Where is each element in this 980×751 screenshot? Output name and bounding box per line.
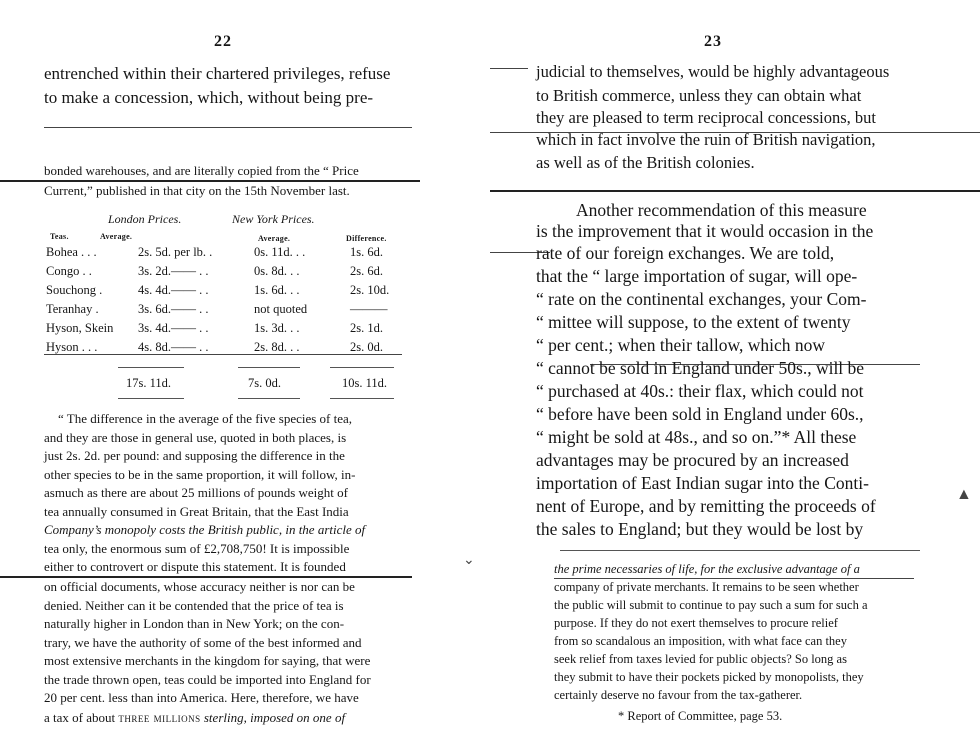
- table-row-difference: 2s. 10d.: [350, 283, 390, 297]
- table-row-newyork: 0s. 11d. . .: [254, 245, 306, 259]
- main-line: “ purchased at 40s.: their flax, which could not: [536, 381, 864, 401]
- total-newyork: 7s. 0d.: [248, 376, 281, 390]
- intro-line-1: bonded warehouses, and are literally copied from the “ Price: [44, 163, 359, 178]
- report-reference: * Report of Committee, page 53.: [618, 709, 783, 723]
- main-line: importation of East Indian sugar into the Conti-: [536, 473, 869, 493]
- table-row-london: 4s. 4d.—— . .: [138, 283, 209, 297]
- main-line: “ before have been sold in England under 60s.,: [536, 404, 864, 424]
- body-line: Company’s monopoly costs the British public, in the article of: [44, 522, 366, 537]
- total-london: 17s. 11d.: [126, 376, 172, 390]
- rule-top-stub-right: [490, 68, 528, 69]
- last-line-suffix: sterling, imposed on one of: [203, 710, 346, 725]
- last-line-caps: three millions: [118, 710, 201, 725]
- table-row-tea: Bohea . . .: [46, 245, 97, 259]
- body-line: either to controvert or dispute this statement. It is founded: [44, 559, 346, 574]
- body-line: denied. Neither can it be contended that the price of tea is: [44, 597, 344, 613]
- margin-mark-left: ⌄: [463, 553, 475, 568]
- main-line: “ rate on the continental exchanges, your Com-: [536, 289, 867, 309]
- footnote-line: certainly deserve no favour from the tax-gatherer.: [554, 688, 803, 702]
- page-number-right: 23: [704, 33, 722, 50]
- body-line: trary, we have the authority of some of the best informed and: [44, 634, 362, 650]
- table-sub-difference: Difference.: [346, 234, 387, 243]
- table-row-tea: Souchong .: [46, 283, 103, 297]
- continued-text-right-2: to British commerce, unless they can obtain what: [536, 86, 862, 105]
- continued-text-right-5: as well as of the British colonies.: [536, 153, 755, 172]
- table-row-london: 4s. 8d.—— . .: [138, 340, 209, 354]
- main-line: nent of Europe, and by remitting the proceeds of: [536, 496, 876, 516]
- body-last-line: [44, 709, 345, 727]
- intro-line-2: Current,” published in that city on the 15th November last.: [44, 183, 350, 198]
- rule-footnote-right: [560, 550, 920, 551]
- table-row-newyork: 1s. 3d. . .: [254, 321, 300, 335]
- footnote-line: from so scandalous an imposition, with what face can they: [554, 634, 847, 648]
- body-line: on official documents, whose accuracy neither is nor can be: [44, 579, 355, 594]
- table-row-difference: 2s. 0d.: [350, 340, 383, 354]
- footnote-line: the prime necessaries of life, for the exclusive advantage of a: [554, 562, 860, 576]
- main-line: “ mittee will suppose, to the extent of twenty: [536, 312, 851, 332]
- table-rule: [44, 354, 402, 355]
- table-sub-average-ny: Average.: [258, 234, 291, 243]
- bottom-rule-difference: [330, 398, 394, 399]
- table-row-newyork: not quoted: [254, 302, 308, 316]
- main-line: “ per cent.; when their tallow, which now: [536, 335, 825, 355]
- table-row-newyork: 1s. 6d. . .: [254, 283, 300, 297]
- main-line: the sales to England; but they would be lost by: [536, 519, 864, 539]
- table-row-london: 3s. 4d.—— . .: [138, 321, 209, 335]
- footnote-line: company of private merchants. It remains to be seen whether: [554, 580, 859, 594]
- main-line: rate of our foreign exchanges. We are told,: [536, 243, 835, 263]
- footnote-line: they submit to have their pockets picked by monopolists, they: [554, 670, 864, 684]
- table-row-tea: Hyson, Skein: [46, 321, 114, 335]
- body-line: 20 per cent. less than into America. Here, therefore, we have: [44, 690, 359, 705]
- table-row-newyork: 0s. 8d. . .: [254, 264, 300, 278]
- table-header-london: London Prices.: [108, 212, 182, 226]
- table-sub-teas: Teas.: [50, 232, 69, 241]
- right-page: [490, 0, 980, 751]
- main-line: “ might be sold at 48s., and so on.”* All these: [536, 427, 857, 447]
- table-row-difference: 2s. 1d.: [350, 321, 383, 335]
- total-rule-difference: [330, 367, 394, 368]
- rule-top-left: [44, 127, 412, 128]
- table-row-london: 3s. 2d.—— . .: [138, 264, 209, 278]
- body-line: most extensive merchants in the kingdom for saying, that were: [44, 653, 371, 668]
- main-line: advantages may be procured by an increased: [536, 450, 849, 470]
- total-rule-london: [118, 367, 184, 368]
- table-row-tea: Teranhay .: [46, 302, 99, 316]
- bottom-rule-newyork: [238, 398, 300, 399]
- body-line: naturally higher in London than in New York; on the con-: [44, 616, 345, 631]
- main-line: is the improvement that it would occasion in the: [536, 221, 874, 241]
- table-header-newyork: New York Prices.: [232, 212, 315, 226]
- footnote-line: purpose. If they do not exert themselves to procure relief: [554, 616, 838, 630]
- total-difference: 10s. 11d.: [342, 376, 388, 390]
- main-line: “ cannot be sold in England under 50s., will be: [536, 358, 865, 378]
- table-row-difference: 2s. 6d.: [350, 264, 383, 278]
- body-line: just 2s. 2d. per pound: and supposing the difference in the: [44, 448, 345, 463]
- left-page: [0, 0, 475, 751]
- page-number-left: 22: [214, 33, 232, 50]
- continued-text-right-3: they are pleased to term reciprocal concessions, but: [536, 108, 876, 127]
- body-line: asmuch as there are about 25 millions of pounds weight of: [44, 485, 348, 500]
- table-row-london: 2s. 5d. per lb. .: [138, 245, 213, 259]
- body-line: “ The difference in the average of the five species of tea,: [58, 411, 353, 426]
- table-row-tea: Hyson . . .: [46, 340, 98, 354]
- body-line: the trade thrown open, teas could be imported into England for: [44, 671, 371, 687]
- last-line-prefix: a tax of about: [44, 710, 116, 725]
- continued-text-left-2: to make a concession, which, without being pre-: [44, 88, 374, 107]
- body-line: other species to be in the same proportion, it will follow, in-: [44, 466, 356, 482]
- footnote-line: seek relief from taxes levied for public objects? So long as: [554, 652, 847, 666]
- table-row-london: 3s. 6d.—— . .: [138, 302, 209, 316]
- table-row-tea: Congo . .: [46, 264, 92, 278]
- continued-text-right-4: which in fact involve the ruin of British navigation,: [536, 130, 876, 149]
- margin-mark-right: ▲: [956, 486, 972, 503]
- body-line: tea only, the enormous sum of £2,708,750! It is impossible: [44, 540, 350, 556]
- body-line: and they are those in general use, quoted in both places, is: [44, 429, 347, 445]
- total-rule-newyork: [238, 367, 300, 368]
- table-row-newyork: 2s. 8d. . .: [254, 340, 300, 354]
- table-sub-average: Average.: [100, 232, 133, 241]
- rule-section-right: [490, 190, 980, 192]
- table-row-difference: ———: [350, 302, 388, 316]
- continued-text-right-1: judicial to themselves, would be highly advantageous: [536, 62, 890, 81]
- continued-text-left-1: entrenched within their chartered privileges, refuse: [44, 64, 391, 83]
- bottom-rule-london: [118, 398, 184, 399]
- footnote-line: the public will submit to continue to pay such a sum for such a: [554, 598, 868, 612]
- main-line: Another recommendation of this measure: [576, 200, 867, 220]
- table-row-difference: 1s. 6d.: [350, 245, 383, 259]
- main-line: that the “ large importation of sugar, will ope-: [536, 266, 858, 286]
- body-line: tea annually consumed in Great Britain, that the East India: [44, 503, 349, 519]
